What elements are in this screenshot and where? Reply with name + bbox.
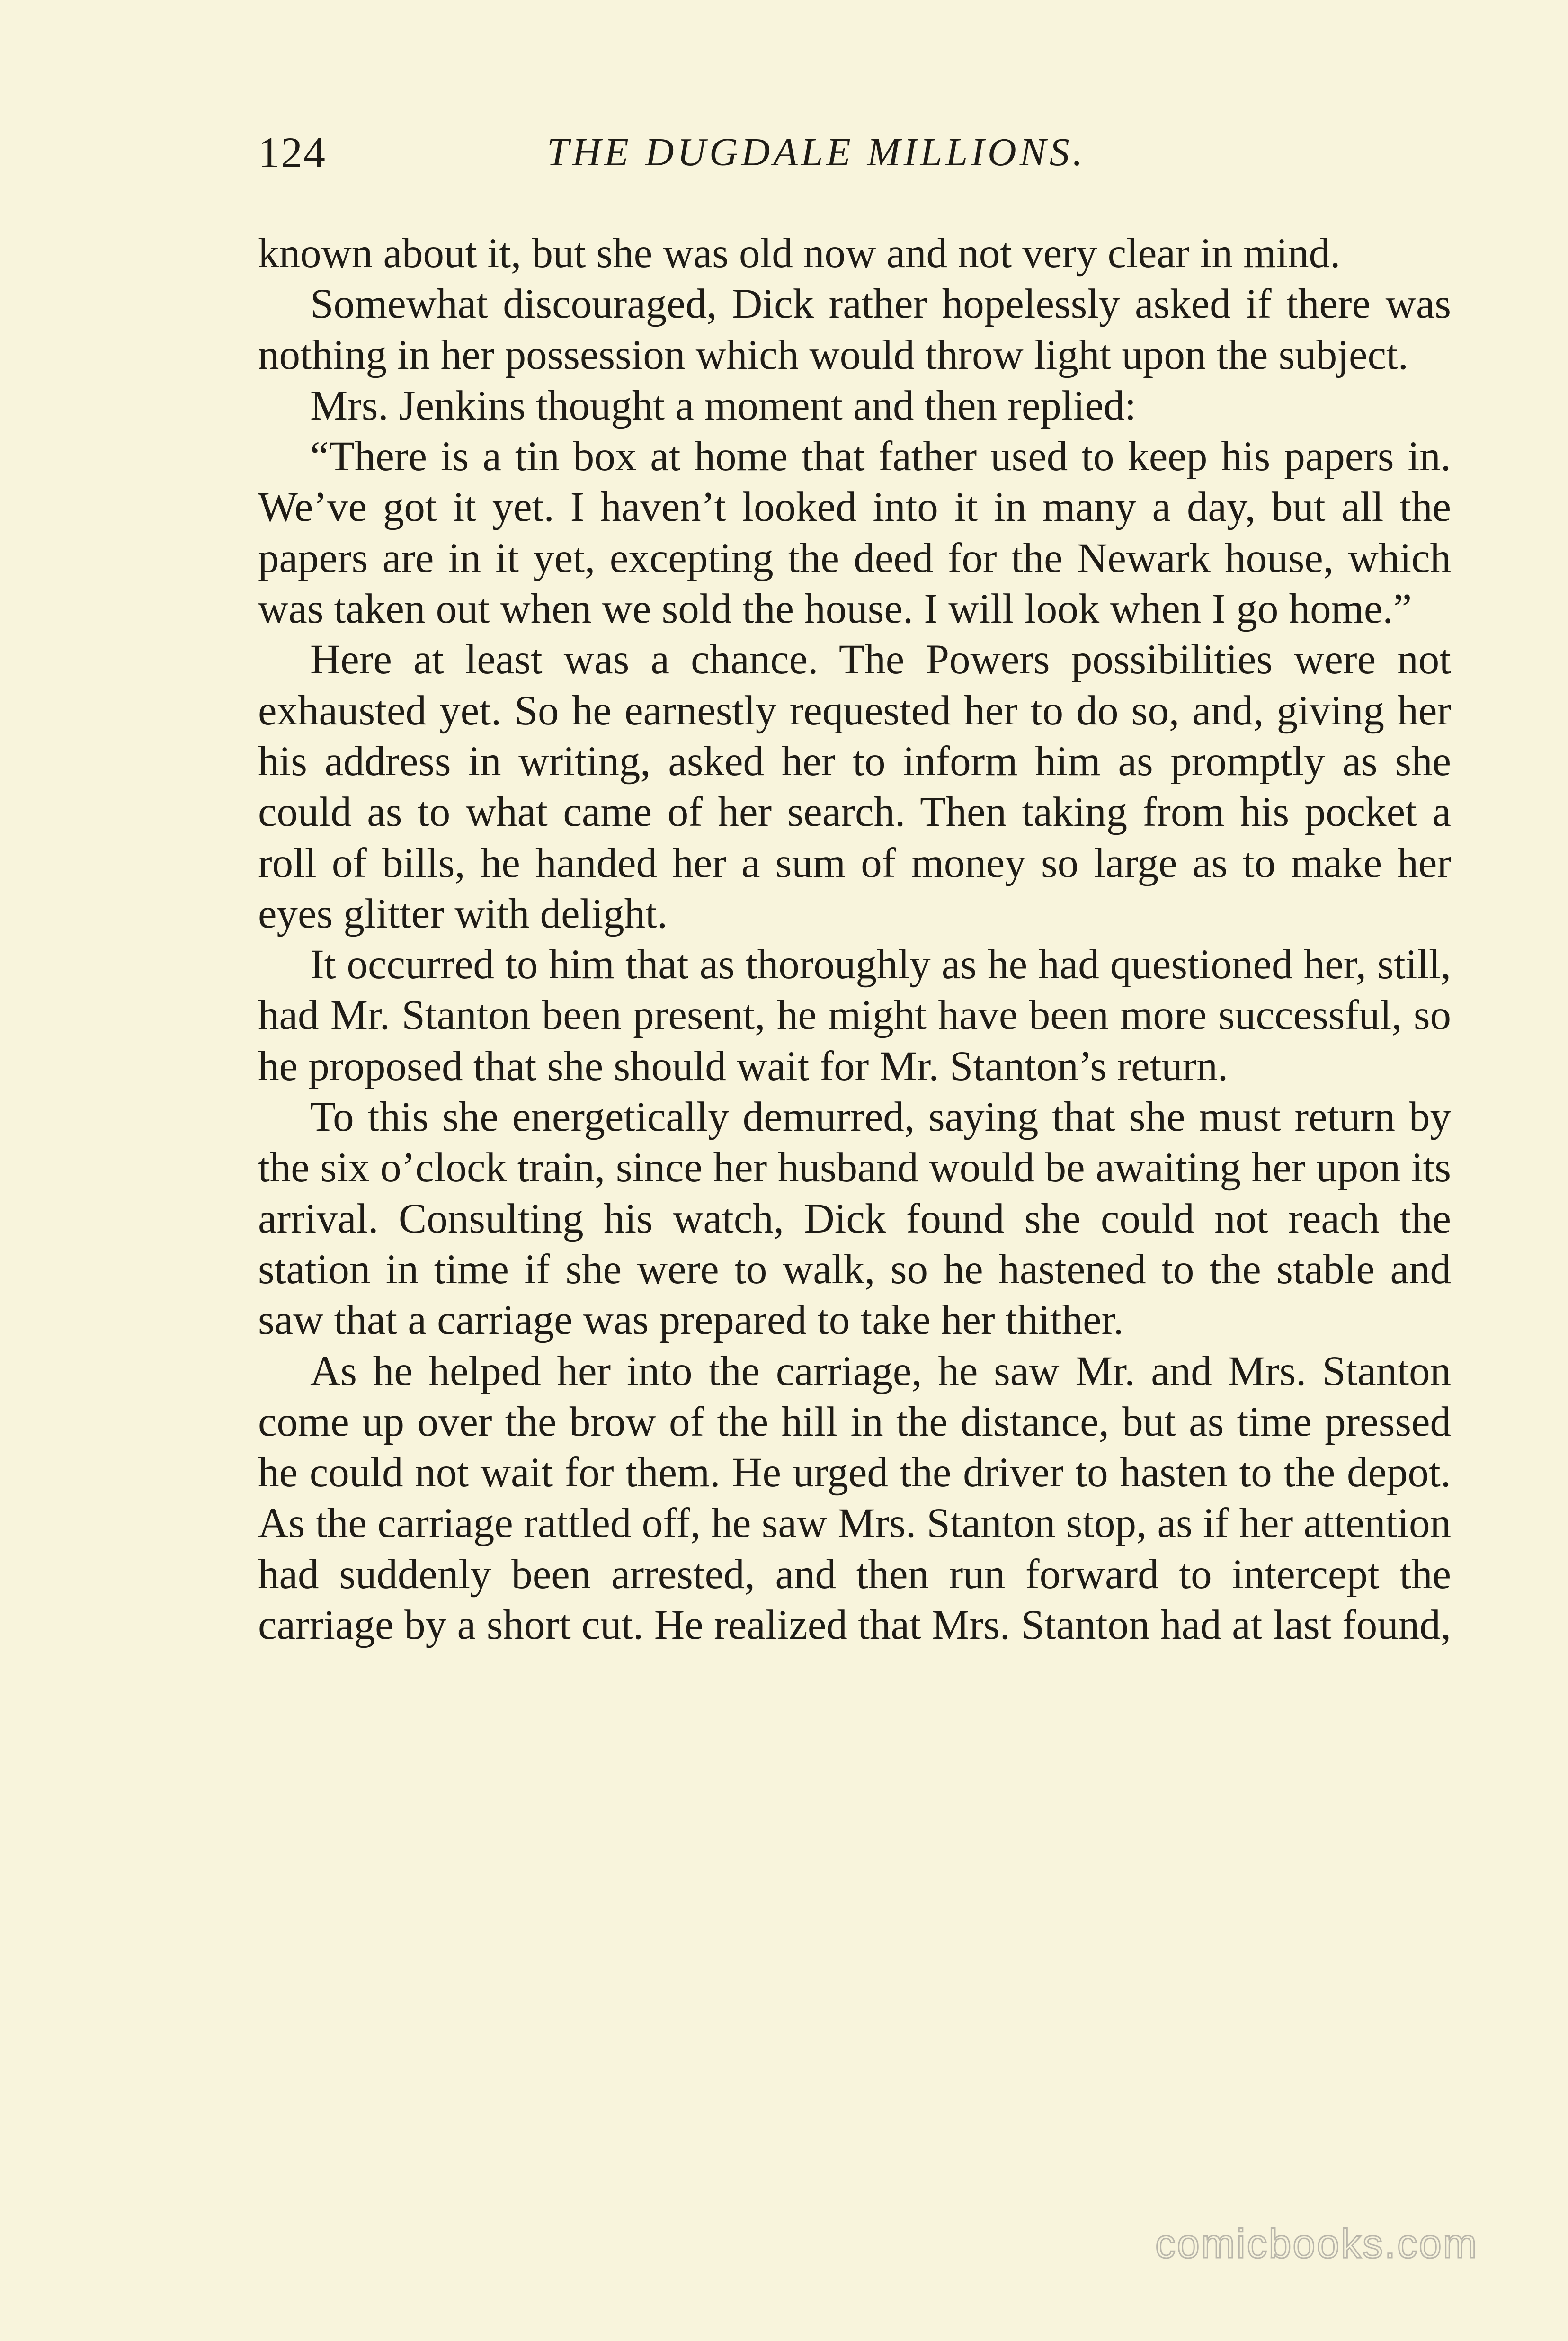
paragraph-5: Here at least was a chance. The Powers possibilities were not exhausted yet. So he earnestly requested her to do so, and, giving her his address in writing, asked her to inform him as promptly as she could as to what came of her search. Then taking from his pocket a roll of bills, he handed her a sum of money so large as to make her eyes glitter with delight. <box>258 636 1451 937</box>
body-text <box>258 228 1451 1651</box>
paragraph-1: known about it, but she was old now and not very clear in mind. <box>258 230 1341 277</box>
paragraph-8: As he helped her into the carriage, he saw Mr. and Mrs. Stanton come up over the brow of the hill in the distance, but as time pressed he could not wait for them. He urged the driver to hasten to the depot. As the carriage rattled off, he saw Mrs. Stanton stop, as if her attention had suddenly been arrested, and then run forward to intercept the carriage by a short cut. He realized that Mrs. Stanton had at last found, <box>258 1348 1451 1649</box>
paragraph-4: “There is a tin box at home that father used to keep his papers in. We’ve got it yet. I haven’t looked into it in many a day, but all the papers are in it yet, excepting the deed for the Newark house, which was taken out when we sold the house. I will look when I go home.” <box>258 433 1451 633</box>
page-number: 124 <box>258 128 326 177</box>
paragraph-2: Somewhat discouraged, Dick rather hopelessly asked if there was nothing in her possession which would throw light upon the subject. <box>258 281 1451 378</box>
watermark: comicbooks.com <box>1155 2221 1479 2267</box>
page-header <box>258 124 1451 181</box>
paragraph-7: To this she energetically demurred, saying that she must return by the six o’clock train, since her husband would be awaiting her upon its arrival. Consulting his watch, Dick found she could not reach the station in time if she were to walk, so he hastened to the stable and saw that a carriage was prepared to take her thither. <box>258 1094 1451 1344</box>
running-title: THE DUGDALE MILLIONS. <box>547 130 1086 174</box>
paragraph-3: Mrs. Jenkins thought a moment and then replied: <box>310 382 1137 429</box>
paragraph-6: It occurred to him that as thoroughly as he had questioned her, still, had Mr. Stanton been present, he might have been more successful, so he proposed that she should wait for Mr. Stanton’s return. <box>258 941 1451 1090</box>
